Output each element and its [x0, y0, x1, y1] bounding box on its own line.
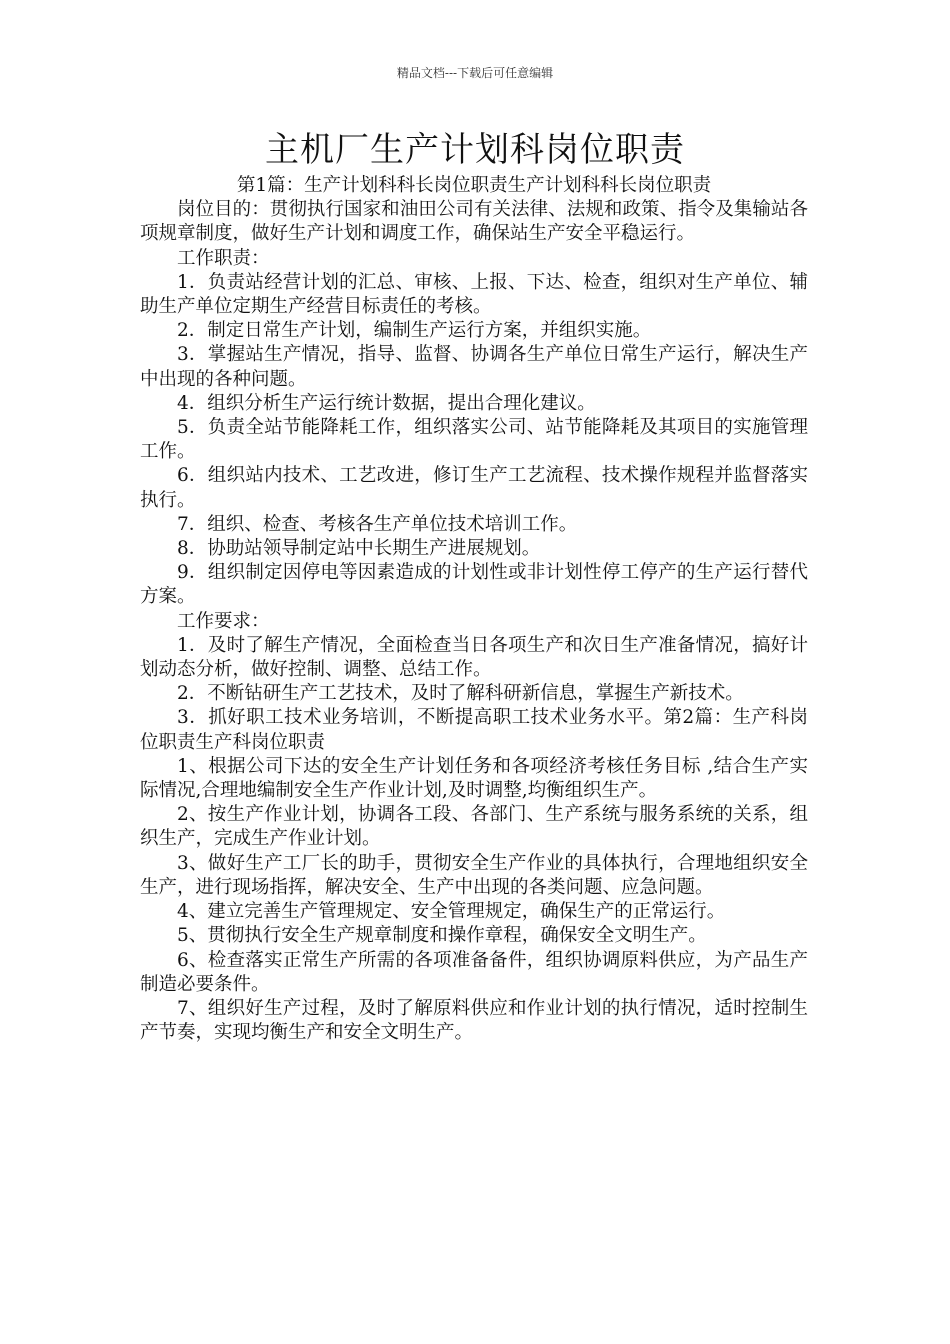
paragraph: 1．及时了解生产情况，全面检查当日各项生产和次日生产准备情况，搞好计划动态分析，做好控制、调整、总结工作。: [140, 634, 808, 681]
paragraph: 2．制定日常生产计划，编制生产运行方案，并组织实施。: [177, 320, 652, 342]
document-title: 主机厂生产计划科岗位职责: [265, 130, 685, 170]
paragraph: 8．协助站领导制定站中长期生产进展规划。: [177, 538, 541, 560]
paragraph: 5、贯彻执行安全生产规章制度和操作章程，确保安全文明生产。: [177, 925, 707, 947]
paragraph: 7．组织、检查、考核各生产单位技术培训工作。: [177, 513, 578, 535]
paragraph: 2．不断钻研生产工艺技术，及时了解科研新信息，掌握生产新技术。: [177, 683, 744, 705]
paragraph: 9．组织制定因停电等因素造成的计划性或非计划性停工停产的生产运行替代方案。: [140, 562, 808, 608]
paragraph: 5．负责全站节能降耗工作，组织落实公司、站节能降耗及其项目的实施管理工作。: [140, 417, 808, 463]
paragraph: 4．组织分析生产运行统计数据，提出合理化建议。: [177, 392, 596, 414]
paragraph: 7、组织好生产过程，及时了解原料供应和作业计划的执行情况，适时控制生产节奏，实现均衡生产和安全文明生产。: [140, 997, 808, 1044]
paragraph: 3、做好生产工厂长的助手，贯彻安全生产作业的具体执行，合理地组织安全生产，进行现场指挥，解决安全、生产中出现的各类问题、应急问题。: [140, 852, 808, 898]
paragraph: 工作要求：: [177, 610, 270, 632]
paragraph: 4、建立完善生产管理规定、安全管理规定，确保生产的正常运行。: [177, 901, 726, 923]
header-note: 精品文档---下载后可任意编辑: [396, 66, 554, 80]
paragraph: 3．掌握站生产情况，指导、监督、协调各生产单位日常生产运行，解决生产中出现的各种问题。: [140, 344, 808, 390]
paragraph: 3．抓好职工技术业务培训，不断提高职工技术业务水平。第2篇：生产科岗位职责生产科岗位职责: [140, 707, 808, 753]
paragraph: 6．组织站内技术、工艺改进，修订生产工艺流程、技术操作规程并监督落实执行。: [140, 465, 808, 511]
paragraph: 6、检查落实正常生产所需的各项准备备件，组织协调原料供应，为产品生产制造必要条件。: [140, 949, 808, 995]
document-body: [140, 174, 808, 1045]
paragraph: 1．负责站经营计划的汇总、审核、上报、下达、检查，组织对生产单位、辅助生产单位定期生产经营目标责任的考核。: [140, 271, 808, 318]
paragraph: 1、根据公司下达的安全生产计划任务和各项经济考核任务目标 ,结合生产实际情况,合理地编制安全生产作业计划,及时调整,均衡组织生产。: [140, 755, 808, 802]
paragraph: 工作职责：: [177, 247, 270, 269]
paragraph: 岗位目的：贯彻执行国家和油田公司有关法律、法规和政策、指令及集输站各项规章制度，做好生产计划和调度工作，确保站生产安全平稳运行。: [140, 199, 808, 245]
paragraph: 2、按生产作业计划，协调各工段、各部门、生产系统与服务系统的关系，组织生产，完成生产作业计划。: [140, 804, 808, 850]
section-heading: 第1篇：生产计划科科长岗位职责生产计划科科长岗位职责: [236, 175, 712, 196]
